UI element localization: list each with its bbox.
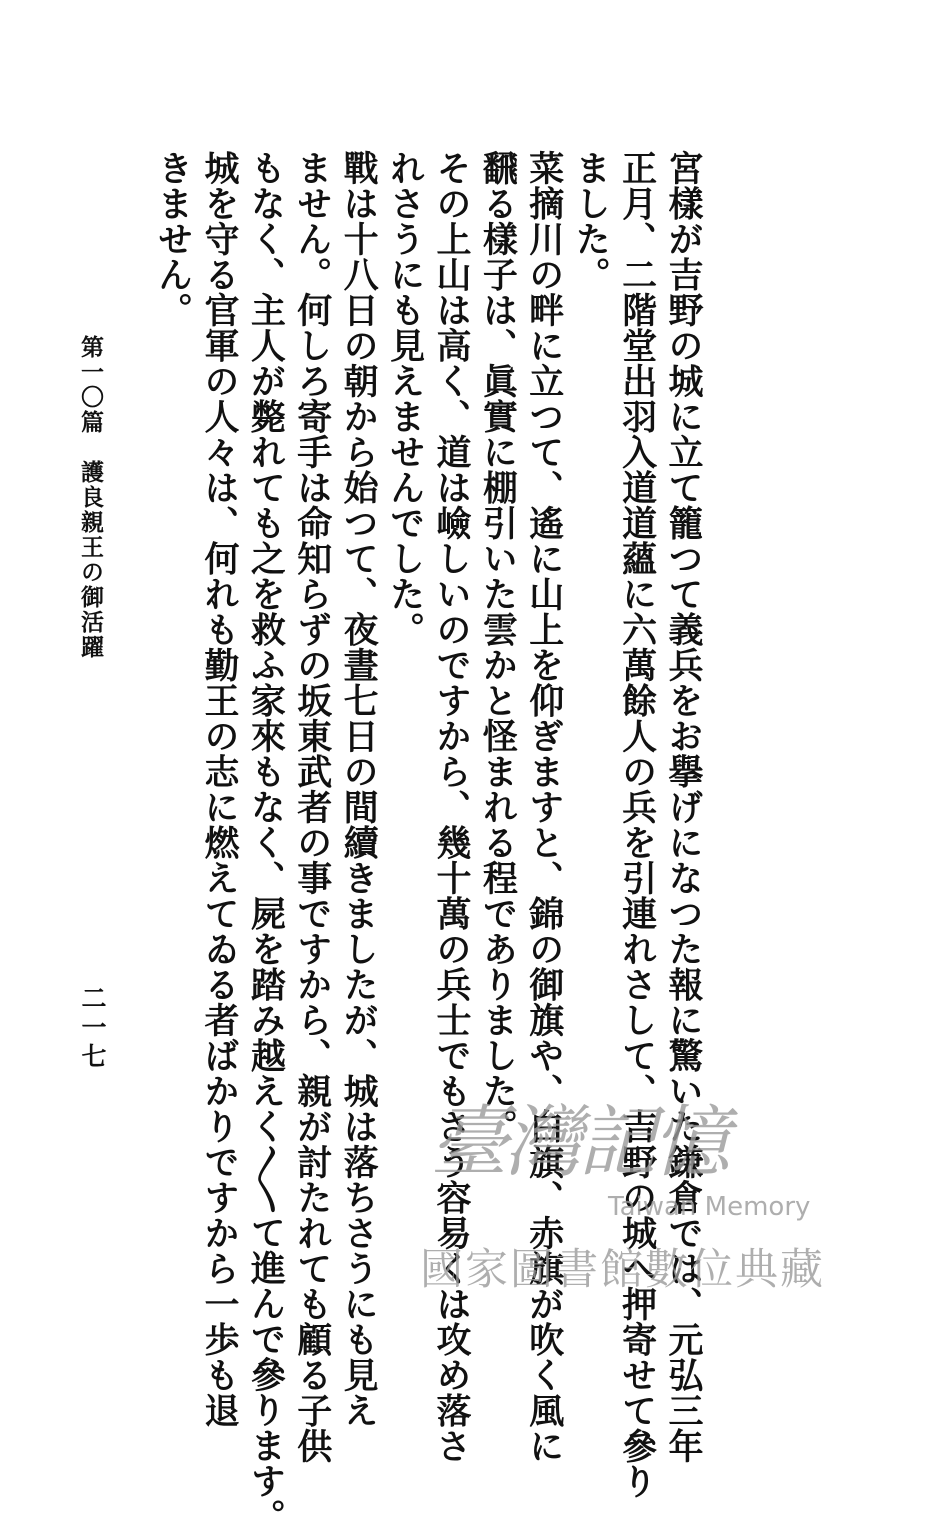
watermark-script-text: 臺灣記憶 [430, 1098, 727, 1188]
text-column: 菜摘川の畔に立つて、遙に山上を仰ぎますと、錦の御旗や、白旗、赤旗が吹く風に [523, 150, 565, 1464]
text-column: 宮樣が吉野の城に立て籠つて義兵をお擧げになつた報に驚いた鎌倉では、元弘三年 [663, 150, 704, 1464]
text-column: 戰は十八日の朝から始つて、夜晝七日の間續きましたが、城は落ちさうにも見え [338, 150, 380, 1428]
text-column: ました。 [570, 150, 612, 292]
text-column: 城を守る官軍の人々は、何れも勤王の志に燃えてゐる者ばかりですから一歩も退 [198, 150, 240, 1428]
text-column: その上山は高く、道は嶮しいのですから、幾十萬の兵士でもさう容易くは攻め落さ [430, 150, 472, 1464]
text-column: 正月、二階堂出羽入道道蘊に六萬餘人の兵を引連れさして、吉野の城へ押寄せて參り [616, 150, 658, 1499]
watermark-chinese-text: 國家圖書館數位典藏 [420, 1245, 825, 1295]
text-column: 飜る樣子は、眞實に棚引いた雲かと怪まれる程でありました。 [477, 150, 519, 1144]
watermark-english-text: Taiwan Memory [608, 1192, 811, 1222]
text-column: ません。何しろ寄手は命知らずの坂東武者の事ですから、親が討たれても顧る子供 [291, 150, 333, 1464]
text-column: れさうにも見えませんでした。 [384, 150, 426, 647]
text-column: きません。 [152, 150, 194, 328]
text-column: もなく、主人が斃れても之を救ふ家來もなく、屍を踏み越えく〳〵て進んで參ります。 [245, 150, 287, 1534]
page-number: 二一七 [78, 985, 107, 1072]
watermark-logo [420, 1080, 870, 1310]
running-header: 第一〇篇 護良親王の御活躍 [77, 335, 104, 660]
